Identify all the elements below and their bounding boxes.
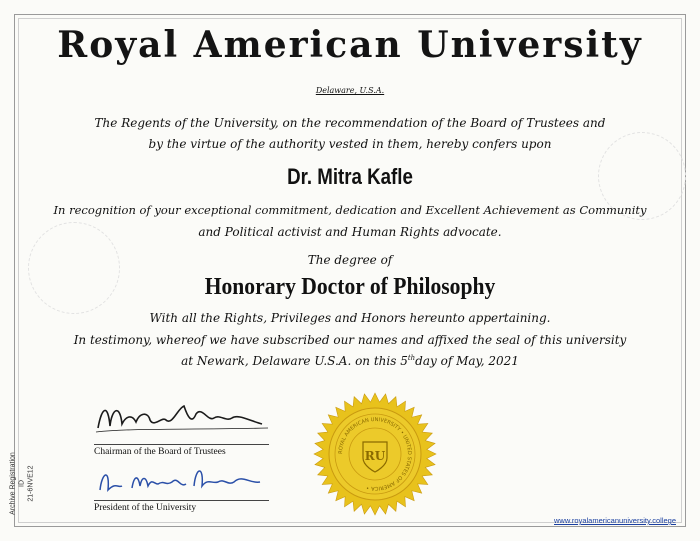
recipient-name: Dr. Mitra Kafle xyxy=(287,164,413,189)
date-line xyxy=(20,354,680,368)
testimony-line: In testimony, whereof we have subscribed our names and affixed the seal of this university xyxy=(73,333,627,347)
rights-line: With all the Rights, Privileges and Honors hereunto appertaining. xyxy=(149,311,551,325)
president-signature-line xyxy=(94,500,269,501)
degree-title: Honorary Doctor of Philosophy xyxy=(204,274,496,300)
university-title: Royal American University xyxy=(57,24,643,66)
intro-line-2: by the virtue of the authority vested in them, hereby confers upon xyxy=(148,137,552,151)
degree-intro: The degree of xyxy=(307,253,393,267)
recognition-line-2: and Political activist and Human Rights advocate. xyxy=(198,225,502,239)
archive-registration xyxy=(9,452,36,516)
president-caption: President of the University xyxy=(94,503,197,513)
date-suffix: day of May, 2021 xyxy=(415,354,519,368)
website-link[interactable]: www.royalamericanuniversity.college xyxy=(554,516,676,525)
chairman-caption: Chairman of the Board of Trustees xyxy=(94,447,226,457)
intro-line-1: The Regents of the University, on the recommendation of the Board of Trustees and xyxy=(94,116,606,130)
archive-label: Archive Registration ID xyxy=(9,452,26,515)
date-ordinal: th xyxy=(407,354,416,362)
president-signature xyxy=(94,462,274,498)
date-prefix: at Newark, Delaware U.S.A. on this 5 xyxy=(181,354,408,368)
chairman-signature-line xyxy=(94,444,269,445)
archive-id: 21-6NVE12 xyxy=(27,465,35,502)
seal-ring-text: ROYAL AMERICAN UNIVERSITY • UNITED STATES OF AMERICA • xyxy=(337,416,413,492)
gold-seal-icon xyxy=(313,392,437,516)
seal-initials: RU xyxy=(364,449,386,463)
recognition-line-1: In recognition of your exceptional commitment, dedication and Excellent Achievement as Community xyxy=(53,203,647,217)
chairman-signature xyxy=(92,398,272,438)
university-location: Delaware, U.S.A. xyxy=(315,86,385,95)
